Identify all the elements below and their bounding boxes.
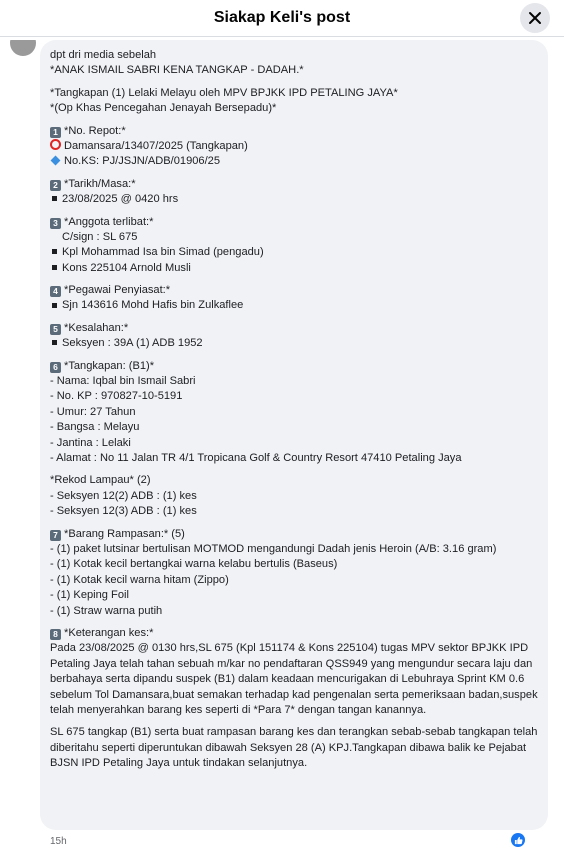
post-paragraph: SL 675 tangkap (B1) serta buat rampasan barang kes dan terangkan sebab-sebab tangkapan telah diberitahu seperti diperuntukan dibawah Seksyen 28 (A) KPJ.Tangkapan dibawa balik ke Pejabat BJSN IPD Petaling Jaya untuk tindakan selanjutnya.: [50, 726, 538, 770]
keycap-1-icon: 1: [50, 127, 61, 138]
keycap-8-icon: 8: [50, 629, 61, 640]
post-paragraph: Pada 23/08/2025 @ 0130 hrs,SL 675 (Kpl 151174 & Kons 225104) tugas MPV sektor BPJKK IPD Petaling Jaya telah tahan sebuah m/kar no pendaftaran QSS949 yang mengundur secara laju dan berbahaya serta dipandu suspek (B1) dalam keadaan mencurigakan di Lebuhraya Sprint KM 0.6 sebelum Tol Damansara,buat semakan terhadap kad pengenalan serta pemeriksaan badan,suspek telah menyerahkan barang kes seperti di *Para 7* dengan tangan kanannya.: [50, 642, 538, 716]
black-square-bullet-icon: [52, 340, 57, 345]
post-line: - Bangsa : Melayu: [50, 421, 140, 434]
post-line: - (1) Straw warna putih: [50, 604, 163, 617]
like-icon: [514, 836, 523, 845]
keycap-2-icon: 2: [50, 180, 61, 191]
post-line: - Nama: Iqbal bin Ismail Sabri: [50, 375, 196, 388]
post-line: - (1) Keping Foil: [50, 589, 129, 602]
section-heading: 4 *Pegawai Penyiasat:*: [50, 283, 538, 298]
post-line: - (1) Kotak kecil warna hitam (Zippo): [50, 573, 229, 586]
post-line: - Seksyen 12(3) ADB : (1) kes: [50, 505, 197, 518]
section-heading: 8 *Keterangan kes:*: [50, 626, 538, 641]
keycap-7-icon: 7: [50, 530, 61, 541]
keycap-6-icon: 6: [50, 362, 61, 373]
keycap-3-icon: 3: [50, 218, 61, 229]
post-line: - (1) paket lutsinar bertulisan MOTMOD mengandungi Dadah jenis Heroin (A/B: 3.16 gram): [50, 542, 497, 555]
post-line: - No. KP : 970827-10-5191: [50, 390, 183, 403]
post-line: Sjn 143616 Mohd Hafis bin Zulkaflee: [50, 298, 538, 313]
post-line: - Seksyen 12(2) ADB : (1) kes: [50, 489, 197, 502]
post-timestamp[interactable]: 15h: [50, 836, 67, 847]
section-heading: 3 *Anggota terlibat:*: [50, 215, 538, 230]
blue-diamond-icon: [51, 156, 61, 166]
post-line: C/sign : SL 675: [62, 230, 138, 243]
keycap-5-icon: 5: [50, 324, 61, 335]
section-heading: 1 *No. Repot:*: [50, 124, 538, 139]
post-line: No.KS: PJ/JSJN/ADB/01906/25: [50, 154, 538, 169]
black-square-bullet-icon: [52, 196, 57, 201]
black-square-bullet-icon: [52, 249, 57, 254]
post-line: Kons 225104 Arnold Musli: [50, 261, 538, 276]
red-circle-icon: [50, 139, 61, 150]
post-line: 23/08/2025 @ 0420 hrs: [50, 192, 538, 207]
post-line: Kpl Mohammad Isa bin Simad (pengadu): [50, 245, 538, 260]
post-line: - Umur: 27 Tahun: [50, 405, 136, 418]
post-line: Damansara/13407/2025 (Tangkapan): [50, 139, 538, 154]
close-button[interactable]: [520, 3, 550, 33]
close-icon: [528, 11, 542, 25]
post-line: *Tangkapan (1) Lelaki Melayu oleh MPV BPJKK IPD PETALING JAYA*: [50, 86, 398, 99]
section-heading: 6 *Tangkapan: (B1)*: [50, 359, 538, 374]
post-line: *(Op Khas Pencegahan Jenayah Bersepadu)*: [50, 102, 277, 115]
post-dialog-title: Siakap Keli's post: [213, 9, 351, 26]
like-reaction[interactable]: [511, 833, 525, 847]
post-line: *Rekod Lampau* (2): [50, 474, 151, 487]
section-heading: 7 *Barang Rampasan:* (5): [50, 527, 538, 542]
post-text-bubble: [40, 40, 548, 830]
post-line: - (1) Kotak kecil bertangkai warna kelabu bertulis (Baseus): [50, 558, 338, 571]
post-line: - Alamat : No 11 Jalan TR 4/1 Tropicana Golf & Country Resort 47410 Petaling Jaya: [50, 451, 462, 464]
post-line: - Jantina : Lelaki: [50, 436, 131, 449]
post-line: dpt dri media sebelah: [50, 49, 157, 61]
black-square-bullet-icon: [52, 303, 57, 308]
post-headline: *ANAK ISMAIL SABRI KENA TANGKAP - DADAH.*: [50, 64, 304, 77]
post-dialog-header: [0, 0, 564, 37]
section-heading: 2 *Tarikh/Masa:*: [50, 177, 538, 192]
keycap-4-icon: 4: [50, 286, 61, 297]
black-square-bullet-icon: [52, 265, 57, 270]
section-heading: 5 *Kesalahan:*: [50, 321, 538, 336]
post-line: Seksyen : 39A (1) ADB 1952: [50, 336, 538, 351]
